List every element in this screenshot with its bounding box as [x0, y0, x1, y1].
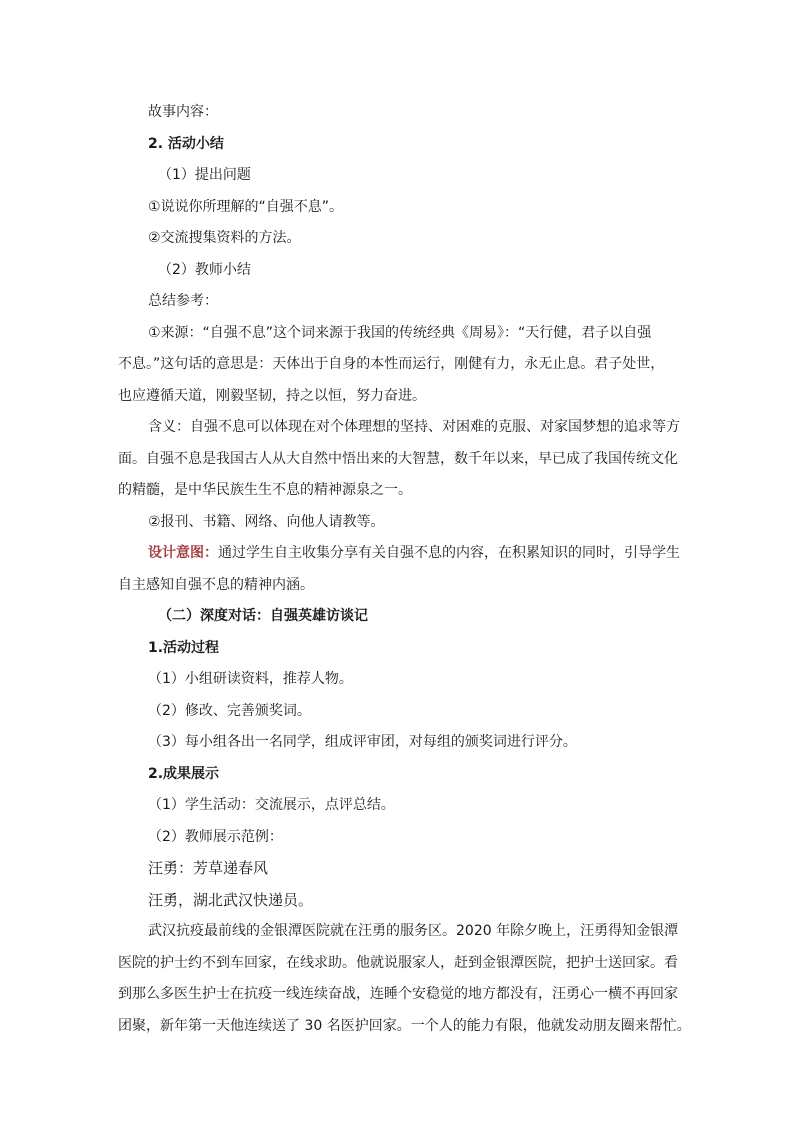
- part-two-title: （二）深度对话：自强英雄访谈记: [158, 608, 368, 624]
- hero-title: 汪勇：芳草递春风: [148, 859, 269, 877]
- question-item: ①说说你所理解的“自强不息”。: [148, 199, 344, 215]
- story-content-label: 故事内容：: [148, 104, 218, 120]
- paragraph-line: 的精髓，是中华民族生生不息的精神源泉之一。: [118, 482, 412, 498]
- process-item: （2）修改、完善颁奖词。: [148, 703, 311, 719]
- paragraph-line: 到那么多医生护士在抗疫一线连续奋战，连睡个安稳觉的地方都没有，汪勇心一横不再回家: [118, 986, 678, 1002]
- paragraph-line: 含义：自强不息可以体现在对个体理想的坚持、对困难的克服、对家国梦想的追求等方: [148, 419, 680, 435]
- paragraph-line: 医院的护士约不到车回家，在线求助。他就说服家人，赶到金银潭医院，把护士送回家。看: [118, 955, 678, 971]
- paragraph-line: 武汉抗疫最前线的金银潭医院就在汪勇的服务区。2020 年除夕晚上，汪勇得知金银潭: [148, 923, 679, 939]
- methods-line: ②报刊、书籍、网络、向他人请教等。: [148, 514, 385, 530]
- design-intent-line: [148, 543, 680, 563]
- hero-intro: 汪勇，湖北武汉快递员。: [148, 891, 314, 909]
- paragraph-line: 面。自强不息是我国古人从大自然中悟出来的大智慧，数千年以来，早已成了我国传统文化: [118, 451, 678, 467]
- paragraph-line: 不息。”这句话的意思是：天体出于自身的本性而运行，刚健有力，永无止息。君子处世，: [118, 356, 665, 372]
- question-item: ②交流搜集资料的方法。: [148, 230, 301, 246]
- activity-process-title: 1.活动过程: [148, 640, 220, 656]
- paragraph-line: 也应遵循天道，刚毅坚韧，持之以恒，努力奋进。: [118, 388, 426, 404]
- design-intent-label: 设计意图：: [148, 545, 218, 561]
- paragraph-line: 自主感知自强不息的精神内涵。: [118, 577, 314, 593]
- paragraph-line: 团聚，新年第一天他连续送了 30 名医护回家。一个人的能力有限，他就发动朋友圈来帮忙。: [118, 1018, 691, 1034]
- subheading-teacher-summary: （2）教师小结: [158, 262, 251, 278]
- design-intent-text: 通过学生自主收集分享有关自强不息的内容，在积累知识的同时，引导学生: [218, 545, 680, 561]
- process-item: （3）每小组各出一名同学，组成评审团，对每组的颁奖词进行评分。: [148, 734, 577, 750]
- paragraph-line: ①来源：“自强不息”这个词来源于我国的传统经典《周易》：“天行健，君子以自强: [148, 325, 652, 341]
- process-item: （1）小组研读资料，推荐人物。: [148, 671, 353, 687]
- result-item: （1）学生活动：交流展示，点评总结。: [148, 797, 395, 813]
- result-item: （2）教师展示范例：: [148, 829, 283, 845]
- summary-reference-label: 总结参考：: [148, 293, 218, 309]
- section-title-summary: 2. 活动小结: [148, 136, 224, 152]
- result-display-title: 2.成果展示: [148, 766, 220, 782]
- subheading-questions: （1）提出问题: [158, 167, 251, 183]
